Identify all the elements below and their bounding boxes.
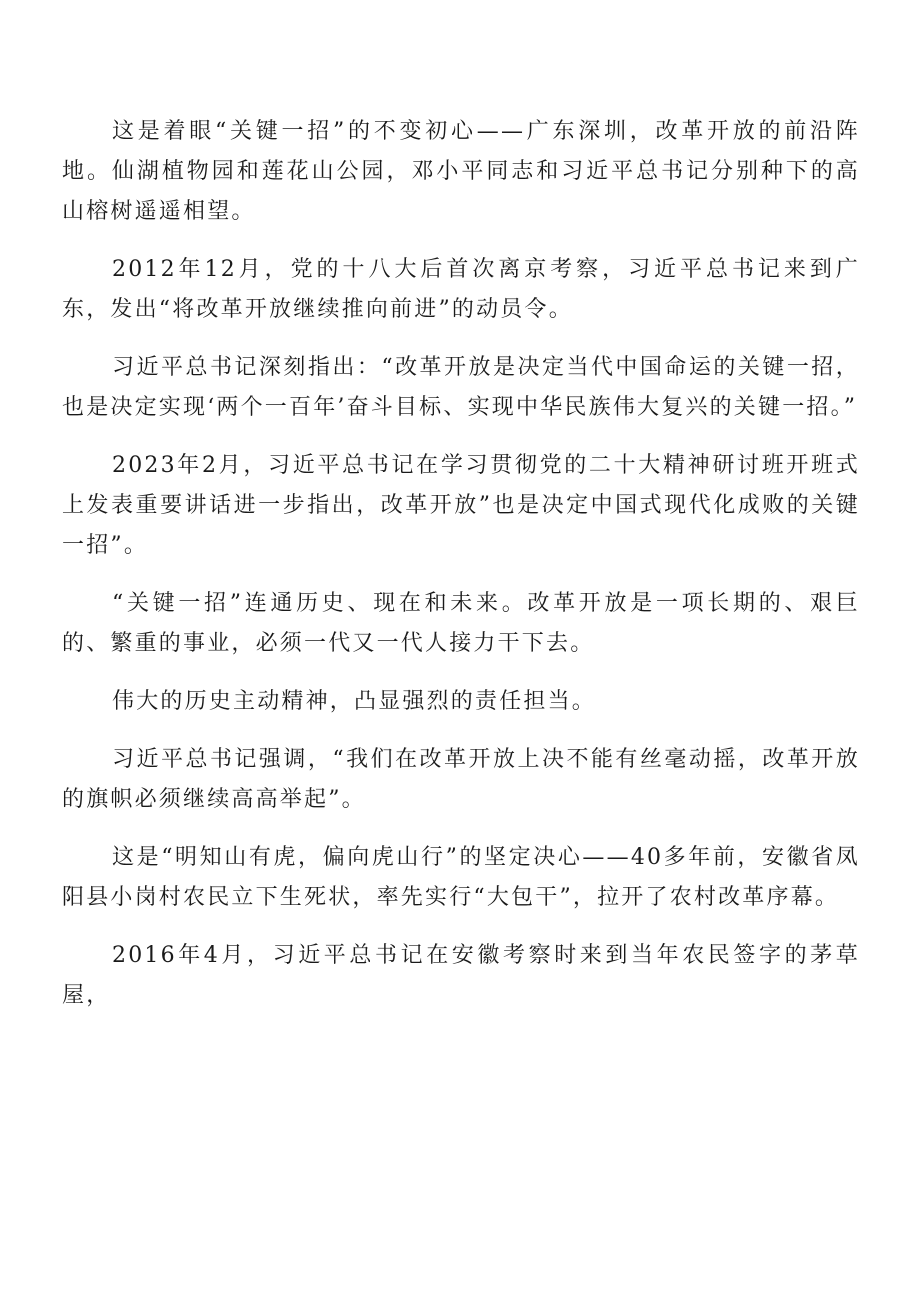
paragraph: “关键一招”连通历史、现在和未来。改革开放是一项长期的、艰巨的、繁重的事业，必须一代又一代人接力干下去。: [62, 591, 860, 656]
document-body: [62, 112, 860, 1034]
paragraph: 习近平总书记深刻指出：“改革开放是决定当代中国命运的关键一招，也是决定实现‘两个一百年’奋斗目标、实现中华民族伟大复兴的关键一招。”: [62, 355, 860, 420]
paragraph: 习近平总书记强调，“我们在改革开放上决不能有丝毫动摇，改革开放的旗帜必须继续高高举起”。: [62, 747, 860, 812]
paragraph: 这是着眼“关键一招”的不变初心——广东深圳，改革开放的前沿阵地。仙湖植物园和莲花山公园，邓小平同志和习近平总书记分别种下的高山榕树遥遥相望。: [62, 119, 860, 224]
paragraph: 2016年4月，习近平总书记在安徽考察时来到当年农民签字的茅草屋，: [62, 943, 860, 1008]
paragraph: 伟大的历史主动精神，凸显强烈的责任担当。: [112, 689, 597, 714]
paragraph: 这是“明知山有虎，偏向虎山行”的坚定决心——40多年前，安徽省凤阳县小岗村农民立下生死状，率先实行“大包干”，拉开了农村改革序幕。: [62, 845, 860, 910]
paragraph: 2012年12月，党的十八大后首次离京考察，习近平总书记来到广东，发出“将改革开放继续推向前进”的动员令。: [62, 257, 860, 322]
paragraph: 2023年2月，习近平总书记在学习贯彻党的二十大精神研讨班开班式上发表重要讲话进一步指出，改革开放”也是决定中国式现代化成败的关键一招”。: [62, 453, 860, 558]
